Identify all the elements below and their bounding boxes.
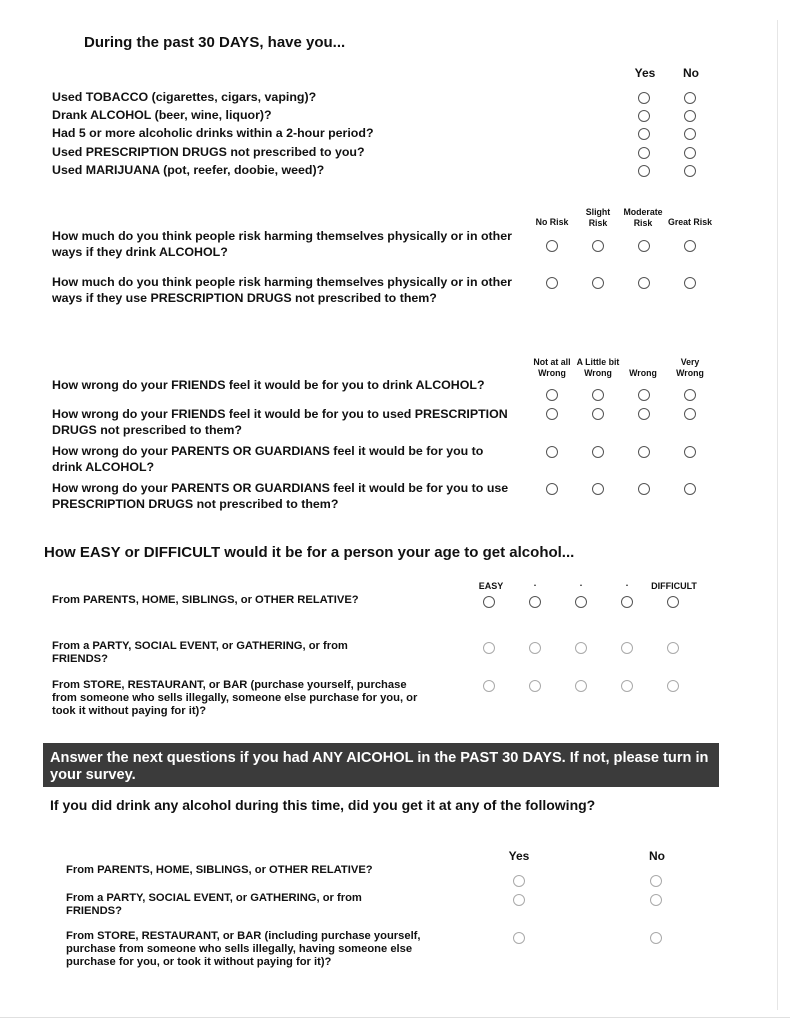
s2-q2-great-risk-radio[interactable]: [684, 277, 696, 289]
s3-q1-little-bit-radio[interactable]: [592, 389, 604, 401]
s4-q1-level4-radio[interactable]: [621, 596, 633, 608]
s4-q3-level4-radio[interactable]: [621, 680, 633, 692]
s1-q3-yes-radio[interactable]: [638, 128, 650, 140]
section4-question-store: From STORE, RESTAURANT, or BAR (purchase yourself, purchase from someone who sells illegally, someone else purchase for you, or took it without paying for it)?: [52, 679, 418, 717]
s4-q2-level2-radio[interactable]: [529, 642, 541, 654]
s2-q2-slight-risk-radio[interactable]: [592, 277, 604, 289]
section2-header-great-risk: Great Risk: [667, 217, 712, 227]
s4-q3-difficult-radio[interactable]: [667, 680, 679, 692]
s4-q2-level3-radio[interactable]: [575, 642, 587, 654]
s1-q3-no-radio[interactable]: [684, 128, 696, 140]
s3-q4-not-at-all-radio[interactable]: [546, 483, 558, 495]
section5-question-parents: From PARENTS, HOME, SIBLINGS, or OTHER RELATIVE?: [66, 864, 373, 876]
s2-q2-no-risk-radio[interactable]: [546, 277, 558, 289]
s3-q2-not-at-all-radio[interactable]: [546, 408, 558, 420]
section2-header-no-risk: No Risk: [535, 217, 569, 227]
section3-question-friends-rx: How wrong do your FRIENDS feel it would be for you to used PRESCRIPTION DRUGS not prescribed to them?: [52, 407, 508, 437]
s2-q1-great-risk-radio[interactable]: [684, 240, 696, 252]
section4-header-dot-1: .: [533, 578, 537, 588]
s4-q3-level2-radio[interactable]: [529, 680, 541, 692]
s3-q1-not-at-all-radio[interactable]: [546, 389, 558, 401]
section4-header-dot-3: .: [625, 578, 629, 588]
s5-q3-no-radio[interactable]: [650, 932, 662, 944]
s4-q3-level3-radio[interactable]: [575, 680, 587, 692]
section1-title: During the past 30 DAYS, have you...: [84, 34, 346, 51]
section4-header-easy: EASY: [478, 581, 504, 591]
page-edge: [777, 20, 778, 1010]
s1-q1-no-radio[interactable]: [684, 92, 696, 104]
section3-header-little-bit-wrong: A Little bit Wrong: [576, 357, 620, 378]
section3-question-parents-alcohol: How wrong do your PARENTS OR GUARDIANS feel it would be for you to drink ALCOHOL?: [52, 444, 484, 474]
s3-q1-wrong-radio[interactable]: [638, 389, 650, 401]
s3-q3-little-bit-radio[interactable]: [592, 446, 604, 458]
s5-q1-yes-radio[interactable]: [513, 875, 525, 887]
s4-q1-easy-radio[interactable]: [483, 596, 495, 608]
section4-header-difficult: DIFFICULT: [651, 581, 697, 591]
section4-title: How EASY or DIFFICULT would it be for a person your age to get alcohol...: [44, 544, 575, 561]
section3-question-parents-rx: How wrong do your PARENTS OR GUARDIANS feel it would be for you to use PRESCRIPTION DRUGS not prescribed to them?: [52, 481, 509, 511]
s1-q2-yes-radio[interactable]: [638, 110, 650, 122]
s3-q4-little-bit-radio[interactable]: [592, 483, 604, 495]
s3-q3-very-wrong-radio[interactable]: [684, 446, 696, 458]
s4-q3-easy-radio[interactable]: [483, 680, 495, 692]
s1-q4-no-radio[interactable]: [684, 147, 696, 159]
section5-title: If you did drink any alcohol during this time, did you get it at any of the following?: [50, 797, 596, 813]
s1-q5-yes-radio[interactable]: [638, 165, 650, 177]
section5-question-store: From STORE, RESTAURANT, or BAR (including purchase yourself, purchase from someone who sells illegally, having someone else purchase for you, or took it without paying for it)?: [66, 930, 421, 968]
s2-q1-slight-risk-radio[interactable]: [592, 240, 604, 252]
section2-question-rx-risk: How much do you think people risk harming themselves physically or in other ways if they use PRESCRIPTION DRUGS not prescribed to them?: [52, 275, 512, 305]
page-bottom-line: [0, 1017, 790, 1018]
s3-q2-wrong-radio[interactable]: [638, 408, 650, 420]
s3-q4-very-wrong-radio[interactable]: [684, 483, 696, 495]
section2-header-moderate-risk: Moderate Risk: [623, 207, 663, 228]
section1-question-rx: Used PRESCRIPTION DRUGS not prescribed to you?: [52, 145, 365, 159]
section3-header-wrong: Wrong: [629, 368, 657, 378]
section1-header-yes: Yes: [634, 66, 656, 80]
section4-header-dot-2: .: [579, 578, 583, 588]
s1-q1-yes-radio[interactable]: [638, 92, 650, 104]
s3-q4-wrong-radio[interactable]: [638, 483, 650, 495]
s4-q2-easy-radio[interactable]: [483, 642, 495, 654]
s4-q1-level3-radio[interactable]: [575, 596, 587, 608]
s4-q1-difficult-radio[interactable]: [667, 596, 679, 608]
section2-header-slight-risk: Slight Risk: [585, 207, 611, 228]
s2-q1-moderate-risk-radio[interactable]: [638, 240, 650, 252]
s3-q2-little-bit-radio[interactable]: [592, 408, 604, 420]
s5-q2-no-radio[interactable]: [650, 894, 662, 906]
s5-q2-yes-radio[interactable]: [513, 894, 525, 906]
s2-q2-moderate-risk-radio[interactable]: [638, 277, 650, 289]
s4-q2-level4-radio[interactable]: [621, 642, 633, 654]
s3-q2-very-wrong-radio[interactable]: [684, 408, 696, 420]
s3-q3-wrong-radio[interactable]: [638, 446, 650, 458]
s4-q2-difficult-radio[interactable]: [667, 642, 679, 654]
section2-question-alcohol-risk: How much do you think people risk harming themselves physically or in other ways if they drink ALCOHOL?: [52, 229, 512, 259]
section1-question-tobacco: Used TOBACCO (cigarettes, cigars, vaping)?: [52, 90, 317, 104]
section3-header-not-at-all-wrong: Not at all Wrong: [533, 357, 571, 378]
section4-question-party: From a PARTY, SOCIAL EVENT, or GATHERING, or from FRIENDS?: [52, 640, 348, 665]
section5-header-yes: Yes: [508, 849, 530, 863]
section1-question-binge: Had 5 or more alcoholic drinks within a 2-hour period?: [52, 126, 374, 140]
s4-q1-level2-radio[interactable]: [529, 596, 541, 608]
instruction-banner: Answer the next questions if you had ANY AICOHOL in the PAST 30 DAYS. If not, please turn in your survey.: [43, 743, 719, 787]
section1-header-no: No: [683, 66, 699, 80]
section5-question-party: From a PARTY, SOCIAL EVENT, or GATHERING, or from FRIENDS?: [66, 892, 362, 917]
section1-question-marijuana: Used MARIJUANA (pot, reefer, doobie, weed)?: [52, 163, 325, 177]
section1-question-alcohol: Drank ALCOHOL (beer, wine, liquor)?: [52, 108, 272, 122]
s5-q1-no-radio[interactable]: [650, 875, 662, 887]
s2-q1-no-risk-radio[interactable]: [546, 240, 558, 252]
section3-header-very-wrong: Very Wrong: [676, 357, 704, 378]
section4-question-parents: From PARENTS, HOME, SIBLINGS, or OTHER RELATIVE?: [52, 594, 359, 606]
section5-header-no: No: [649, 849, 665, 863]
s3-q1-very-wrong-radio[interactable]: [684, 389, 696, 401]
s1-q5-no-radio[interactable]: [684, 165, 696, 177]
section3-question-friends-alcohol: How wrong do your FRIENDS feel it would be for you to drink ALCOHOL?: [52, 378, 485, 392]
s1-q2-no-radio[interactable]: [684, 110, 696, 122]
s5-q3-yes-radio[interactable]: [513, 932, 525, 944]
s1-q4-yes-radio[interactable]: [638, 147, 650, 159]
s3-q3-not-at-all-radio[interactable]: [546, 446, 558, 458]
